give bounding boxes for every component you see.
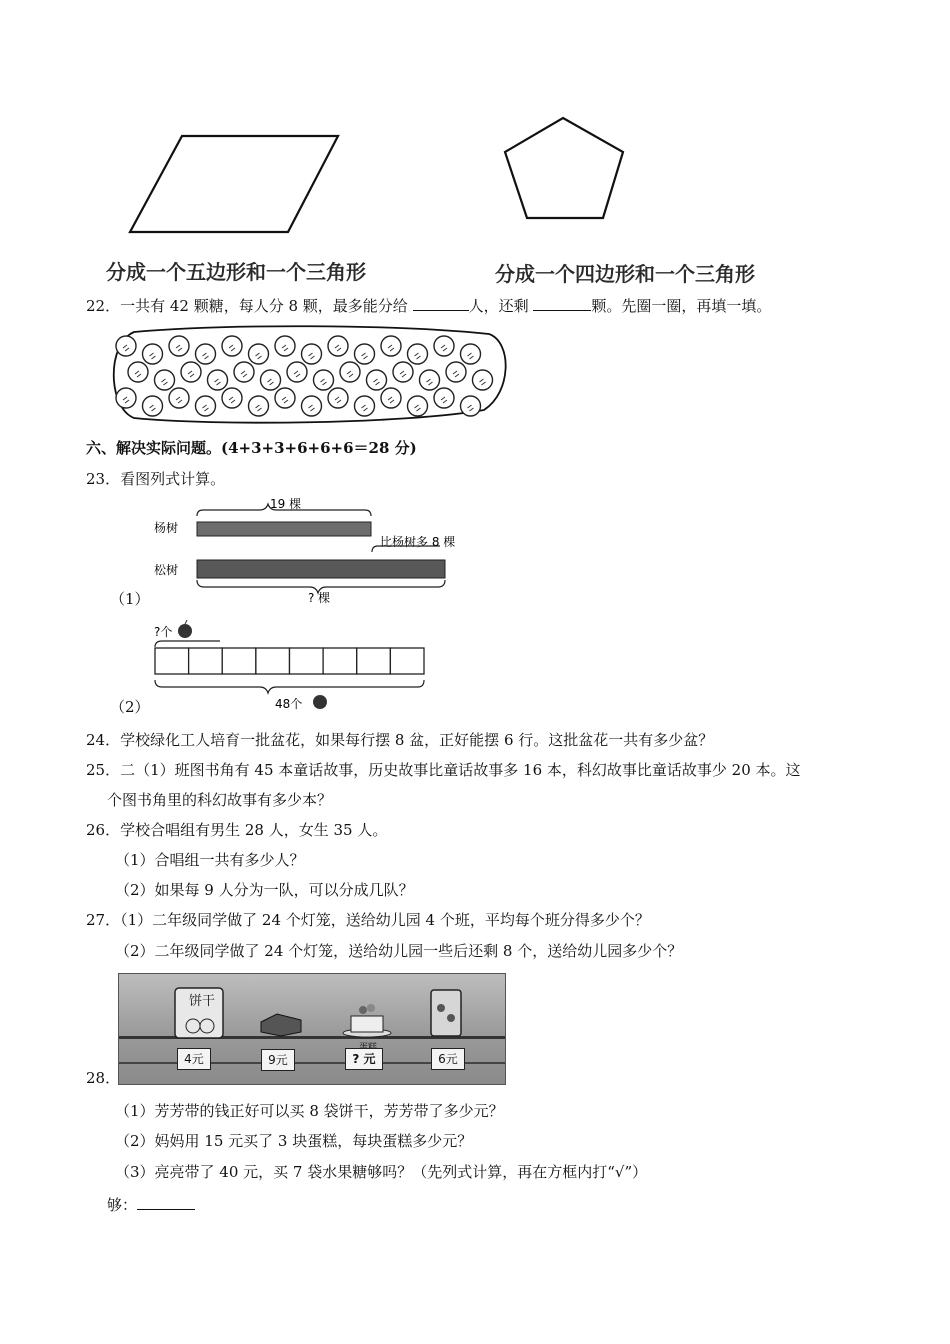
bar-poplar (197, 522, 371, 536)
candy-icon[interactable] (275, 336, 295, 356)
chocolate-box-icon (257, 1012, 305, 1038)
candy-icon[interactable] (143, 396, 163, 416)
apple-diagram (150, 620, 440, 714)
candy-icon[interactable] (314, 370, 334, 390)
caption-right: 分成一个四边形和一个三角形 (495, 262, 755, 286)
section-6-title: 六、解决实际问题。(4+3+3+6+6+6＝28 分) (86, 439, 417, 457)
price-tag-biscuit: 4元 (177, 1048, 211, 1070)
candy-icon[interactable] (116, 388, 136, 408)
price-tag-fruit-candy: 6元 (431, 1048, 465, 1070)
label-question-trees: ? 棵 (308, 591, 331, 605)
q23-part2-label: （2） (110, 698, 150, 716)
candy-icon[interactable] (381, 388, 401, 408)
label-pine: 松树 (154, 563, 179, 577)
candy-icon[interactable] (340, 362, 360, 382)
pentagon-figure (495, 110, 635, 230)
price-tag-cake: ? 元 (345, 1048, 383, 1070)
question-26-sub1: （1）合唱组一共有多少人？ (115, 851, 305, 869)
apple-icon (313, 695, 327, 709)
apple-box (256, 648, 290, 674)
candy-icon[interactable] (355, 344, 375, 364)
question-26: 26．学校合唱组有男生 28 人，女生 35 人。 (86, 821, 388, 839)
candy-icon[interactable] (328, 336, 348, 356)
candy-icon[interactable] (143, 344, 163, 364)
question-28-sub2: （2）妈妈用 15 元买了 3 块蛋糕，每块蛋糕多少元？ (115, 1132, 473, 1150)
question-26-sub2: （2）如果每 9 人分为一队，可以分成几队？ (115, 881, 414, 899)
answer-blank-people[interactable] (413, 296, 469, 311)
candy-icon[interactable] (381, 336, 401, 356)
candy-icon[interactable] (302, 396, 322, 416)
apple-box (357, 648, 391, 674)
candy-group[interactable] (104, 322, 514, 426)
apple-icon (178, 624, 192, 638)
candy-icon[interactable] (408, 344, 428, 364)
candy-icon[interactable] (473, 370, 493, 390)
candy-icon[interactable] (302, 344, 322, 364)
apple-box (290, 648, 324, 674)
candy-icon[interactable] (420, 370, 440, 390)
question-25: 25．二（1）班图书角有 45 本童话故事，历史故事比童话故事多 16 本，科幻故事比童话故事少 20 本。这 (86, 761, 801, 779)
candy-icon[interactable] (249, 396, 269, 416)
parallelogram-figure (120, 128, 350, 240)
question-24: 24．学校绿化工人培育一批盆花，如果每行摆 8 盆，正好能摆 6 行。这批盆花一共有多少盆？ (86, 731, 714, 749)
candy-icon[interactable] (181, 362, 201, 382)
question-23: 23．看图列式计算。 (86, 470, 226, 488)
q23-part1-label: （1） (110, 590, 150, 608)
biscuit-bag-icon (169, 980, 229, 1040)
apple-box (323, 648, 357, 674)
candy-icon[interactable] (355, 396, 375, 416)
candy-icon[interactable] (234, 362, 254, 382)
apple-box (222, 648, 256, 674)
price-tag-chocolate: 9元 (261, 1049, 295, 1071)
question-22: 22．一共有 42 颗糖，每人分 8 颗，最多能分给 人，还剩 颗。先圈一圈，再填一填。 (86, 297, 772, 315)
enough-answer-row: 够： (107, 1195, 195, 1215)
candy-icon[interactable] (287, 362, 307, 382)
candy-icon[interactable] (461, 344, 481, 364)
question-25-line2: 个图书角里的科幻故事有多少本？ (107, 791, 333, 809)
candy-icon[interactable] (275, 388, 295, 408)
question-27-sub2: （2）二年级同学做了 24 个灯笼，送给幼儿园一些后还剩 8 个，送给幼儿园多少个？ (115, 942, 683, 960)
candy-icon[interactable] (196, 396, 216, 416)
label-19-trees: 19 棵 (270, 497, 302, 511)
item-name-biscuit: 饼干 (189, 994, 216, 1009)
candy-icon[interactable] (446, 362, 466, 382)
candy-icon[interactable] (169, 388, 189, 408)
candy-icon[interactable] (434, 388, 454, 408)
label-48-apples: 48个 (275, 697, 303, 711)
shop-shelf-photo (118, 973, 506, 1085)
candy-icon[interactable] (393, 362, 413, 382)
candy-icon[interactable] (208, 370, 228, 390)
candy-icon[interactable] (222, 336, 242, 356)
candy-icon[interactable] (249, 344, 269, 364)
tree-diagram (150, 494, 480, 606)
enough-answer-blank[interactable] (137, 1195, 195, 1210)
candy-icon[interactable] (367, 370, 387, 390)
candy-icon[interactable] (155, 370, 175, 390)
candy-icon[interactable] (116, 336, 136, 356)
candy-icon[interactable] (169, 336, 189, 356)
apple-box (189, 648, 223, 674)
candy-icon[interactable] (222, 388, 242, 408)
apple-box (390, 648, 424, 674)
label-diff: 比杨树多 8 棵 (380, 535, 456, 549)
candy-icon[interactable] (261, 370, 281, 390)
answer-blank-remainder[interactable] (533, 296, 591, 311)
question-28-sub3: （3）亮亮带了 40 元，买 7 袋水果糖够吗？（先列式计算，再在方框内打“√”） (115, 1163, 648, 1181)
label-poplar: 杨树 (154, 521, 179, 535)
candy-icon[interactable] (328, 388, 348, 408)
bar-pine (197, 560, 445, 578)
candy-icon[interactable] (461, 396, 481, 416)
cake-icon (341, 1000, 393, 1038)
candy-icon[interactable] (434, 336, 454, 356)
question-28-num: 28． (86, 1069, 121, 1087)
label-question-apples: ?个 (154, 625, 173, 639)
apple-box (155, 648, 189, 674)
caption-left: 分成一个五边形和一个三角形 (106, 260, 366, 284)
candy-icon[interactable] (128, 362, 148, 382)
fruit-candy-bag-icon (427, 988, 465, 1038)
question-27: 27．（1）二年级同学做了 24 个灯笼，送给幼儿园 4 个班，平均每个班分得多少个？ (86, 911, 650, 929)
question-28-sub1: （1）芳芳带的钱正好可以买 8 袋饼干，芳芳带了多少元？ (115, 1102, 504, 1120)
candy-icon[interactable] (196, 344, 216, 364)
candy-icon[interactable] (408, 396, 428, 416)
